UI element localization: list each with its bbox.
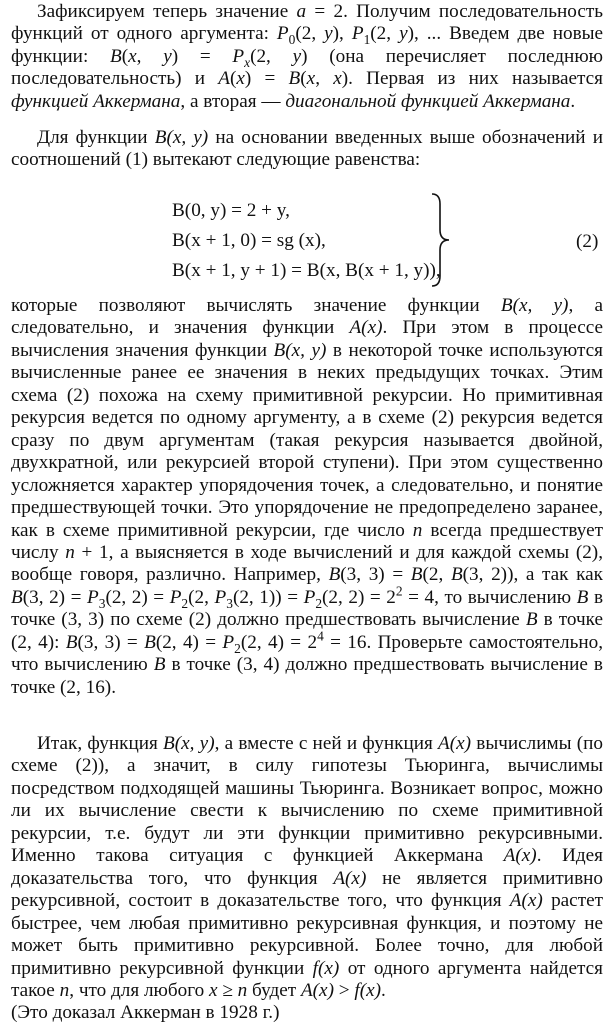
right-brace-icon [430,192,452,288]
paragraph-equalities-intro: Для функции B(x, y) на основании введенных выше обозначений и соотношений (1) вытекают следующие равенства: [11,127,603,171]
term-ackermann-function: функцией Аккермана [11,90,181,112]
term-diagonal-ackermann-function: диагональной функцией Аккермана [285,90,571,112]
equation-line-3: B(x + 1, y + 1) = B(x, B(x + 1, y)), [172,260,441,281]
equation-line-2: B(x + 1, 0) = sg (x), [172,230,326,251]
equation-line-1: B(0, y) = 2 + y, [172,200,290,221]
historical-note: (Это доказал Аккерман в 1928 г.) [11,1002,280,1024]
paragraph-double-recursion: которые позволяют вычислять значение функции B(x, y), а следовательно, и значения функции A(x). При этом в процессе вычисления значения функции B(x, y) в некоторой точке используются вычисленные ранее ее значения в неких предыдущих точках. Этим схема (2) похожа на схему примитивной рекурсии. Но примитивная рекурсия ведется по одному аргументу, а в схеме (2) рекурсия ведется сразу по двум аргументам (такая рекурсия называется двойной, двухкратной, или рекурсией второй ступени). При этом существенно усложняется характер упорядочения точек, а следовательно, и понятие предшествующей точки. Это упорядочение не предопределено заранее, как в схеме примитивной рекурсии, где число n всегда предшествует числу n + 1, а выясняется в ходе вычислений и для каждой схемы (2), вообще говоря, различно. Например, B(3, 3) = B(2, B(3, 2)), а так как B(3, $2) = P_3(2$, $2) = P_2(2$, $P_3(2$, $1)) = P_2(2$, $2) = 2^2 = 4$, то вычислению B в точке (3, 3) по схеме (2) должно предшествовать вычисление B в точке (2, 4): B(3, 3) = B(2, $4) = P_2(2$, $4) = 2^4 = 16$. Проверьте самостоятельно, что вычислению B в точке (3, 4) должно предшествовать вычисление в точке (2, 16). [11,295,604,698]
equation-number: (2) [576,231,599,252]
equation-system-2 [172,196,462,286]
paragraph-ackermann-definition: Зафиксируем теперь значение a = 2. Получим последовательность функций от одного аргумента: $P_0(2$, y), $P_1(2$, y), ... Введем две новые функции: B(x, $y) = P_x(2$, y) (она перечисляет последнюю последовательность) и A(x) = B(x, x). Первая из них называется функцией Аккермана, а вторая — диагональной функцией Аккермана. [11,1,604,112]
paragraph-non-primitive-recursive: Итак, функция B(x, y), а вместе с ней и функция A(x) вычислимы (по схеме (2)), а значит, в силу гипотезы Тьюринга, вычислимы посредством подходящей машины Тьюринга. Возникает вопрос, можно ли их вычисление свести к вычислению по схеме примитивной рекурсии, т.е. будут ли эти функции примитивно рекурсивными. Именно такова ситуация с функцией Аккермана A(x). Идея доказательства того, что функция A(x) не является примитивно рекурсивной, состоит в доказательстве того, что функция A(x) растет быстрее, чем любая примитивно рекурсивная функция, и поэтому не может быть примитивно рекурсивной. Более точно, для любой примитивно рекурсивной функции f(x) от одного аргумента найдется такое n, что для любого x ≥ n будет A(x) > f(x). (Это доказал Аккерман в 1928 г.) [11,733,604,1024]
